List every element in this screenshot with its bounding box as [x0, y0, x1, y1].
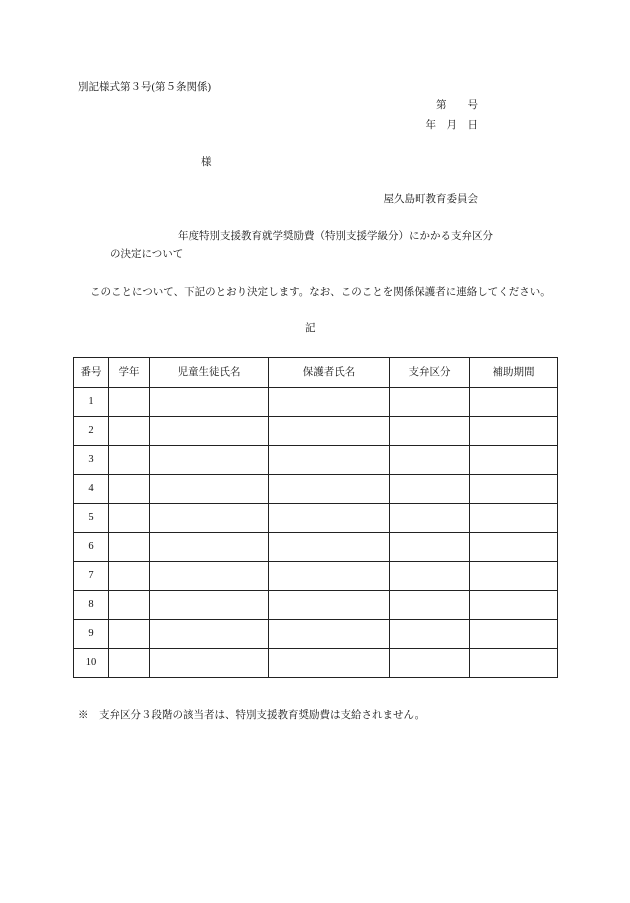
payment-category-cell — [390, 533, 470, 562]
guardian-name-cell — [269, 649, 390, 678]
guardian-name-cell — [269, 388, 390, 417]
grade-cell — [109, 446, 150, 475]
payment-category-cell — [390, 562, 470, 591]
subsidy-period-cell — [470, 417, 558, 446]
document-title-line-2: の決定について — [110, 249, 184, 260]
number-cell: 3 — [74, 446, 109, 475]
subsidy-period-cell — [470, 562, 558, 591]
payment-category-cell — [390, 620, 470, 649]
grade-cell — [109, 475, 150, 504]
subsidy-period-cell — [470, 533, 558, 562]
grade-cell — [109, 562, 150, 591]
number-cell: 4 — [74, 475, 109, 504]
student-name-cell — [150, 388, 269, 417]
col-header-student-name: 児童生徒氏名 — [150, 358, 269, 388]
table-header — [74, 358, 558, 388]
guardian-name-cell — [269, 475, 390, 504]
form-number-label: 別記様式第３号(第５条関係) — [78, 82, 211, 93]
student-name-cell — [150, 562, 269, 591]
header-row — [74, 358, 558, 388]
table-row — [74, 446, 558, 475]
student-name-cell — [150, 620, 269, 649]
grade-cell — [109, 388, 150, 417]
number-cell: 10 — [74, 649, 109, 678]
issuer-name: 屋久島町教育委員会 — [383, 194, 478, 205]
student-name-cell — [150, 533, 269, 562]
col-header-subsidy-period: 補助期間 — [470, 358, 558, 388]
col-header-payment-category: 支弁区分 — [390, 358, 470, 388]
payment-category-cell — [390, 504, 470, 533]
grade-cell — [109, 417, 150, 446]
table-row — [74, 649, 558, 678]
guardian-name-cell — [269, 591, 390, 620]
subsidy-period-cell — [470, 649, 558, 678]
number-cell: 7 — [74, 562, 109, 591]
table-row — [74, 475, 558, 504]
number-cell: 2 — [74, 417, 109, 446]
table-row — [74, 388, 558, 417]
table-row — [74, 620, 558, 649]
payment-category-cell — [390, 417, 470, 446]
subsidy-period-cell — [470, 446, 558, 475]
addressee-honorific: 様 — [201, 157, 212, 168]
grade-cell — [109, 649, 150, 678]
footnote: ※ 支弁区分３段階の該当者は、特別支援教育奨励費は支給されません。 — [78, 710, 426, 721]
document-number: 第 号 — [436, 100, 478, 111]
guardian-name-cell — [269, 417, 390, 446]
payment-category-cell — [390, 591, 470, 620]
student-name-cell — [150, 446, 269, 475]
grade-cell — [109, 591, 150, 620]
payment-category-cell — [390, 475, 470, 504]
table-row — [74, 533, 558, 562]
document-title-line-1: 年度特別支援教育就学奨励費（特別支援学級分）にかかる支弁区分 — [178, 231, 493, 242]
number-cell: 5 — [74, 504, 109, 533]
student-name-cell — [150, 591, 269, 620]
table-row — [74, 504, 558, 533]
issue-date: 年 月 日 — [425, 120, 478, 131]
grade-cell — [109, 620, 150, 649]
student-name-cell — [150, 649, 269, 678]
payment-category-cell — [390, 649, 470, 678]
guardian-name-cell — [269, 620, 390, 649]
number-cell: 1 — [74, 388, 109, 417]
guardian-name-cell — [269, 562, 390, 591]
decision-table — [73, 357, 558, 678]
number-cell: 6 — [74, 533, 109, 562]
payment-category-cell — [390, 388, 470, 417]
body-paragraph: このことについて、下記のとおり決定します。なお、このことを関係保護者に連絡してください。 — [90, 287, 551, 298]
student-name-cell — [150, 475, 269, 504]
col-header-number: 番号 — [74, 358, 109, 388]
guardian-name-cell — [269, 533, 390, 562]
subsidy-period-cell — [470, 475, 558, 504]
table-row — [74, 591, 558, 620]
subsidy-period-cell — [470, 504, 558, 533]
guardian-name-cell — [269, 446, 390, 475]
guardian-name-cell — [269, 504, 390, 533]
number-cell: 9 — [74, 620, 109, 649]
student-name-cell — [150, 504, 269, 533]
subsidy-period-cell — [470, 620, 558, 649]
number-cell: 8 — [74, 591, 109, 620]
subsidy-period-cell — [470, 591, 558, 620]
table-row — [74, 562, 558, 591]
form-table-body — [74, 388, 558, 678]
student-name-cell — [150, 417, 269, 446]
subsidy-period-cell — [470, 388, 558, 417]
col-header-guardian-name: 保護者氏名 — [269, 358, 390, 388]
grade-cell — [109, 504, 150, 533]
col-header-grade: 学年 — [109, 358, 150, 388]
payment-category-cell — [390, 446, 470, 475]
table-row — [74, 417, 558, 446]
ki-heading: 記 — [305, 323, 316, 334]
grade-cell — [109, 533, 150, 562]
